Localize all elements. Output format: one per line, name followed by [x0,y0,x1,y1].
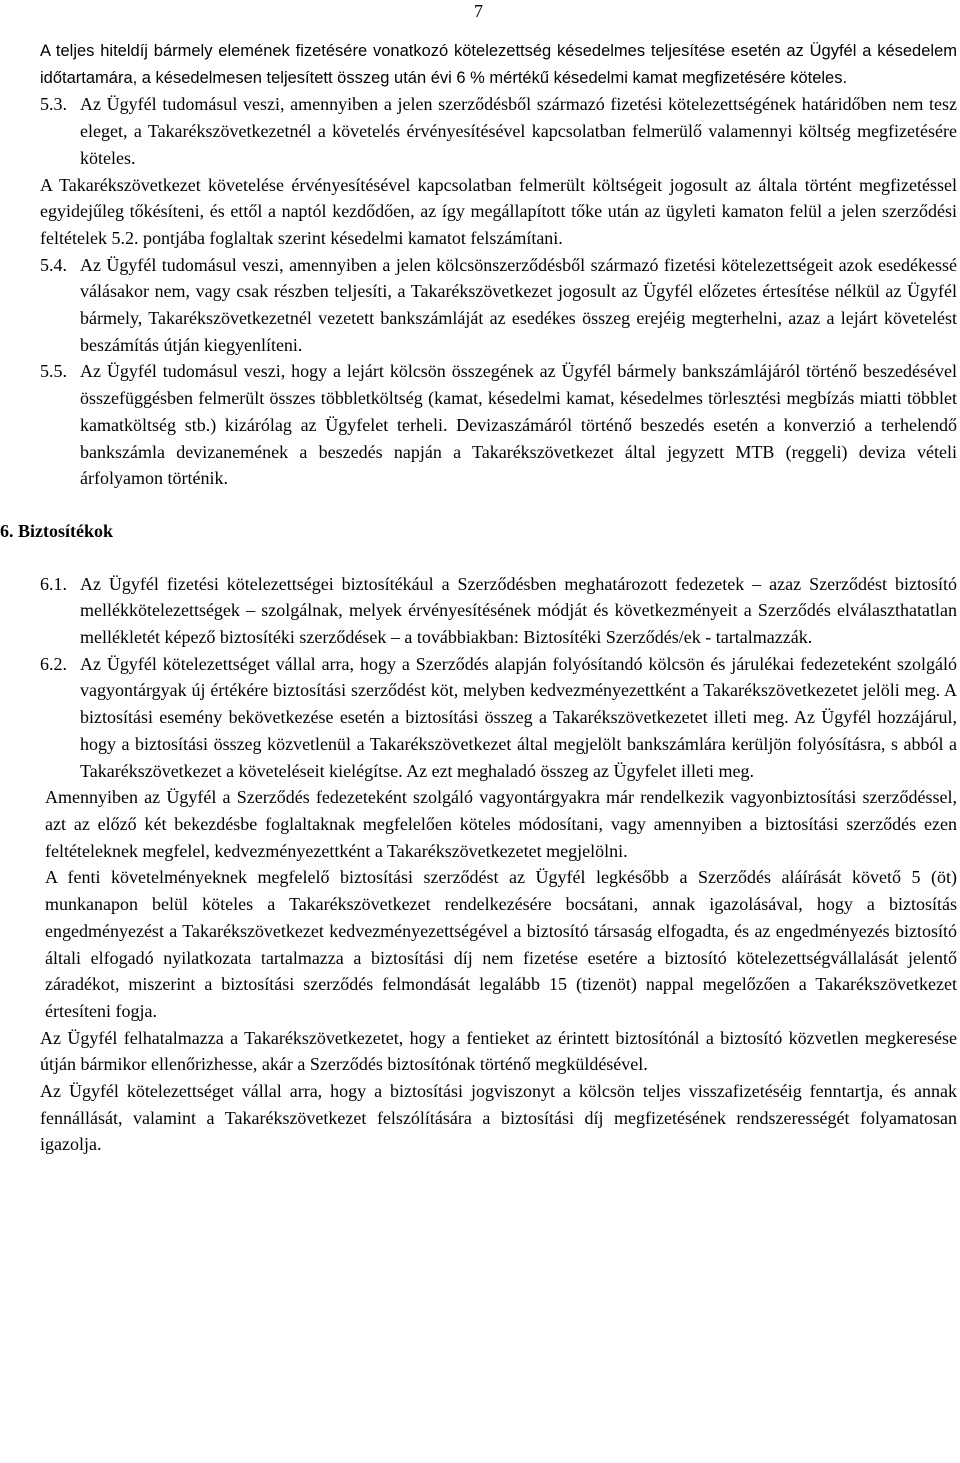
intro-paragraph: A teljes hiteldíj bármely elemének fizetésére vonatkozó kötelezettség késedelmes teljesítése esetén az Ügyfél a késedelem időtartamára, a késedelmesen teljesített összeg után évi 6 % mértékű késedelmi kamat megfizetésére köteles. [40,42,957,87]
clause-5-3-continuation: A Takarékszövetkezet követelése érvényesítésével kapcsolatban felmerült költségeit jogosult az általa történt megfizetéssel egyidejűleg tőkésíteni, és ettől a naptól kezdődően, az így megállapított tőke után az ügyleti kamaton felül a jelen szerződési feltételek 5.2. pontjába foglaltak szerint késedelmi kamatot felszámítani. [40,174,957,248]
clause-6-1 [40,571,957,651]
clause-number: 5.3. [40,94,67,115]
clause-5-3 [40,91,957,171]
clause-6-2-text: Az Ügyfél kötelezettséget vállal arra, hogy a Szerződés alapján folyósítandó kölcsön és járulékai fedezeteként szolgáló vagyontárgyak új értékére biztosítási szerződést köt, melyben kedvezményezettként a Takarékszövetkezetet jelöli meg. A biztosítási esemény bekövetkezése esetén a biztosítási összeg a Takarékszövetkezetet illeti meg. Az Ügyfél hozzájárul, hogy a biztosítási összeg közvetlenül a Takarékszövetkezet által megjelölt bankszámlára kerüljön folyósításra, s abból a Takarékszövetkezet a követeléseit kielégítse. Az ezt meghaladó összeg az Ügyfelet illeti meg. [80,653,957,781]
page-number: 7 [474,1,483,21]
clause-6-2-paragraph-3: A fenti követelményeknek megfelelő biztosítási szerződést az Ügyfél legkésőbb a Szerződés aláírását követő 5 (öt) munkanapon belül köteles a Takarékszövetkezet rendelkezésére bocsátani, annak igazolásával, hogy a biztosítás engedményezést a Takarékszövetkezet kedvezményezettségével a biztosító társaság elfogadta, és az engedményezés biztosító általi elfogadó nyilatkozata tartalmazza a biztosítási díj nem fizetése esetére a biztosító kötelezettségvállalását jelentő záradékot, miszerint a biztosítási szerződés felmondását legalább 15 (tizenöt) nappal megelőzően a Takarékszövetkezet értesíteni fogja. [45,867,957,1021]
clause-5-3-text: Az Ügyfél tudomásul veszi, amennyiben a jelen szerződésből származó fizetési kötelezettségének határidőben nem tesz eleget, a Takarékszövetkezetnél a követelés érvényesítésével kapcsolatban felmerülő valamennyi költség megfizetésére köteles. [80,94,957,168]
clause-5-5 [40,358,957,492]
section-heading: 6. Biztosítékok [0,520,114,541]
clause-5-4 [40,252,957,359]
clause-6-2-paragraph-2: Amennyiben az Ügyfél a Szerződés fedezeteként szolgáló vagyontárgyakra már rendelkezik vagyonbiztosítási szerződéssel, azt az előző két bekezdésbe foglaltaknak megfelelően köteles módosítani, vagy amennyiben a biztosítási szerződés ezen feltételeknek megfelel, kedvezményezettként a Takarékszövetkezetet megjelölni. [45,787,957,861]
clause-6-1-text: Az Ügyfél fizetési kötelezettségei biztosítékául a Szerződésben meghatározott fedezetek – azaz Szerződést biztosító mellékkötelezettségek – szolgálnak, melyek érvényesítésének módját és következményeit a Szerződés elválaszthatatlan mellékletét képező biztosítéki szerződések – a továbbiakban: Biztosítéki Szerződés/ek - tartalmazzák. [80,573,957,648]
clause-number: 6.2. [40,653,67,674]
clause-number: 6.1. [40,573,67,594]
clause-5-4-text: Az Ügyfél tudomásul veszi, amennyiben a jelen kölcsönszerződésből származó fizetési kötelezettségeit azok esedékessé válásakor nem, vagy csak részben teljesíti, a Takarékszövetkezet jogosult az Ügyfél előzetes értesítése nélkül az Ügyfél bármely, Takarékszövetkezetnél vezetett bankszámláját az esedékes összeg erejéig megterhelni, azaz a lejárt követelést beszámítás útján kiegyenlíteni. [80,254,957,355]
clause-6-2-paragraph-5: Az Ügyfél kötelezettséget vállal arra, hogy a biztosítási jogviszonyt a kölcsön teljes visszafizetéséig fenntartja, és annak fennállását, valamint a Takarékszövetkezet felszólítására a biztosítási díj megfizetésének rendszerességét folyamatosan igazolja. [40,1081,957,1155]
clause-number: 5.4. [40,254,67,275]
clause-5-5-text: Az Ügyfél tudomásul veszi, hogy a lejárt kölcsön összegének az Ügyfél bármely bankszámlájáról történő beszedésével összefüggésben felmerült összes többletköltség (kamat, késedelmi kamat, késedelmes törlesztési megbízás miatti többlet kamatköltség stb.) kizárólag az Ügyfelet terheli. Devizaszámáról történő beszedés esetén a konverzió a terhelendő bankszámla devizanemének a beszedés napján a Takarékszövetkezet által jegyzett MTB (reggeli) deviza vételi árfolyamon történik. [80,361,957,489]
clause-6-2 [40,651,957,785]
page-content [0,38,957,1158]
clause-6-2-paragraph-4: Az Ügyfél felhatalmazza a Takarékszövetkezetet, hogy a fentieket az érintett biztosítónál a biztosító közvetlen megkeresése útján bármikor ellenőrizhesse, akár a Szerződés biztosítónak történő megküldésével. [40,1027,957,1075]
clause-number: 5.5. [40,361,67,382]
